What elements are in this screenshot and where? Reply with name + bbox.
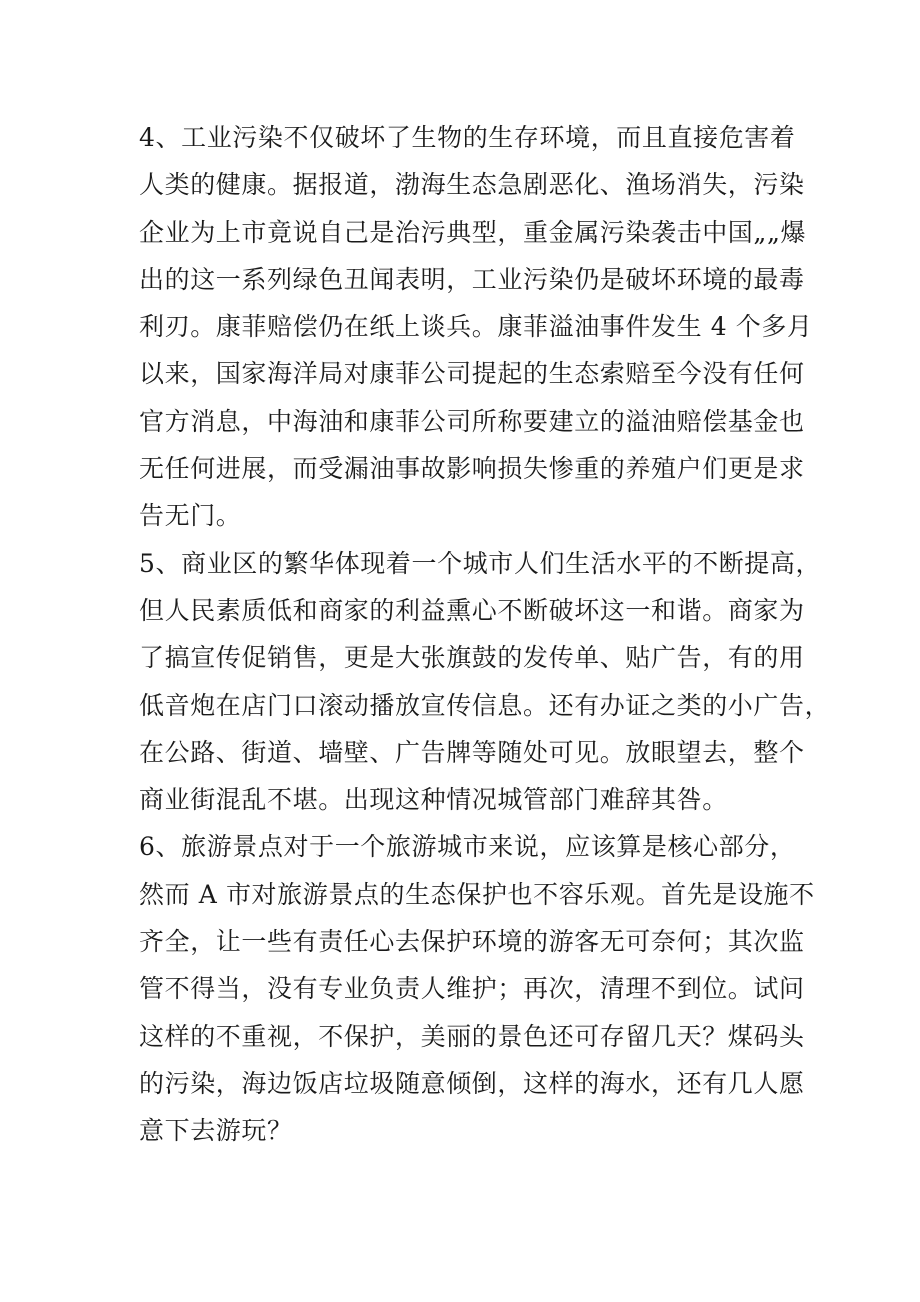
text-line: 官方消息，中海油和康菲公司所称要建立的溢油赔偿基金也 — [139, 406, 805, 436]
document-body — [139, 114, 831, 1155]
text-line: 以来，国家海洋局对康菲公司提起的生态索赔至今没有任何 — [139, 359, 805, 389]
text-line: 商业街混乱不堪。出现这种情况城管部门难辞其咎。 — [139, 785, 728, 815]
text-line: 管不得当，没有专业负责人维护；再次，清理不到位。试问 — [139, 974, 805, 1004]
paragraph-5 — [139, 540, 831, 824]
text-line: 意下去游玩？ — [139, 1116, 293, 1146]
text-line: 的污染，海边饭店垃圾随意倾倒，这样的海水，还有几人愿 — [139, 1068, 805, 1098]
text-line: 5、商业区的繁华体现着一个城市人们生活水平的不断提高， — [139, 548, 822, 578]
text-line: 了搞宣传促销售，更是大张旗鼓的发传单、贴广告，有的用 — [139, 643, 805, 673]
text-line: 告无门。 — [139, 501, 242, 531]
text-line: 人类的健康。据报道，渤海生态急剧恶化、渔场消失，污染 — [139, 170, 805, 200]
text-line: 4、工业污染不仅破坏了生物的生存环境，而且直接危害着 — [139, 123, 796, 152]
text-line: 这样的不重视，不保护，美丽的景色还可存留几天？煤码头 — [139, 1021, 805, 1051]
text-line: 无任何进展，而受漏油事故影响损失惨重的养殖户们更是求 — [139, 454, 805, 484]
text-line: 低音炮在店门口滚动播放宣传信息。还有办证之类的小广告， — [139, 690, 831, 720]
paragraph-6 — [139, 823, 815, 1154]
text-line: 企业为上市竟说自己是治污典型，重金属污染袭击中国„„爆 — [139, 217, 807, 247]
text-line: 齐全，让一些有责任心去保护环境的游客无可奈何；其次监 — [139, 927, 805, 957]
text-line: 但人民素质低和商家的利益熏心不断破坏这一和谐。商家为 — [139, 595, 805, 625]
text-line: 出的这一系列绿色丑闻表明，工业污染仍是破坏环境的最毒 — [139, 264, 805, 294]
text-line: 6、旅游景点对于一个旅游城市来说，应该算是核心部分， — [139, 832, 796, 862]
text-line: 在公路、街道、墙壁、广告牌等随处可见。放眼望去，整个 — [139, 737, 805, 767]
text-line: 利刃。康菲赔偿仍在纸上谈兵。康菲溢油事件发生 4 个多月 — [139, 312, 813, 342]
text-line: 然而 A 市对旅游景点的生态保护也不容乐观。首先是设施不 — [139, 879, 815, 909]
paragraph-4 — [139, 114, 813, 540]
